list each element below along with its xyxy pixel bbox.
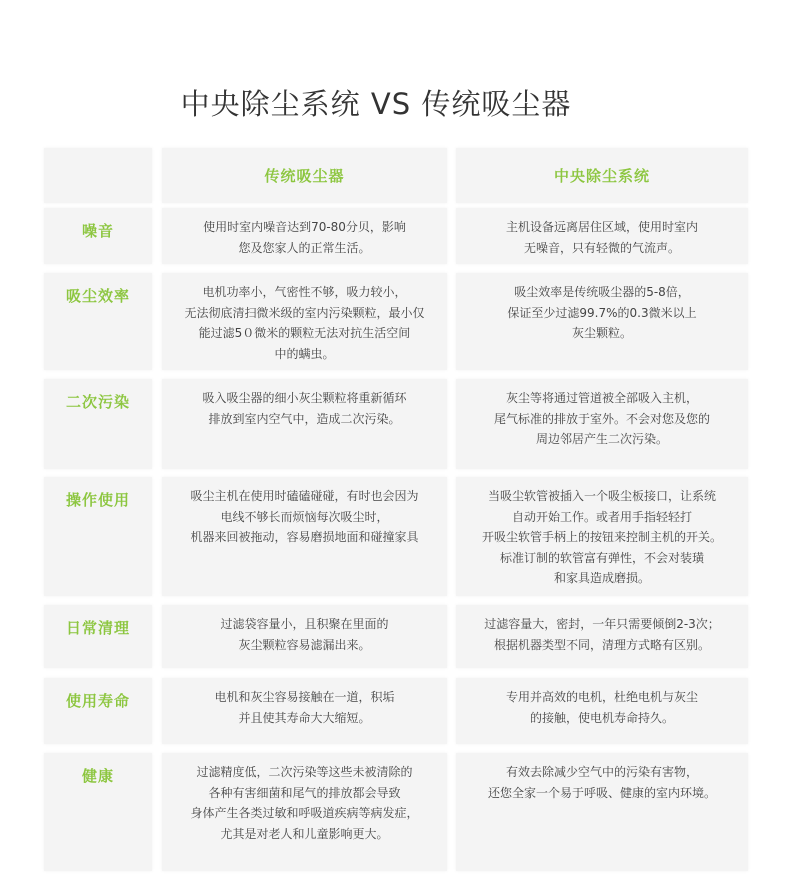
- text-line: 灰尘颗粒。: [571, 326, 632, 340]
- row-traditional-text: [162, 605, 447, 668]
- row-category: 健康: [44, 753, 152, 871]
- row-category: 日常清理: [44, 605, 152, 668]
- header-traditional: 传统吸尘器: [162, 148, 447, 203]
- text-line: 能过滤5０微米的颗粒无法对抗生活空间: [198, 326, 411, 340]
- text-line: 机器来回被拖动，容易磨损地面和碰撞家具: [190, 530, 419, 544]
- text-line: 主机设备远离居住区域，使用时室内: [505, 220, 698, 234]
- text-line: 专用并高效的电机，杜绝电机与灰尘: [505, 690, 698, 704]
- text-line: 吸入吸尘器的细小灰尘颗粒将重新循环: [202, 391, 407, 405]
- row-central-text: [456, 477, 748, 596]
- text-line: 过滤袋容量小，且积聚在里面的: [220, 617, 389, 631]
- text-line: 使用时室内噪音达到70-80分贝，影响: [203, 220, 406, 234]
- row-central-text: [456, 753, 748, 871]
- row-category: 噪音: [44, 208, 152, 264]
- row-central-text: [456, 678, 748, 744]
- row-central-text: [456, 273, 748, 370]
- row-category: 二次污染: [44, 379, 152, 469]
- text-line: 身体产生各类过敏和呼吸道疾病等病发症，: [190, 806, 419, 820]
- text-line: 尾气标准的排放于室外。不会对您及您的: [493, 411, 710, 426]
- text-line: 当吸尘软管被插入一个吸尘板接口，让系统: [487, 489, 716, 503]
- text-line: 并且使其寿命大大缩短。: [238, 710, 371, 725]
- row-central-text: [456, 208, 748, 264]
- header-corner-cell: [44, 148, 152, 203]
- text-line: 保证至少过滤99.7%的0.3微米以上: [507, 305, 697, 320]
- text-line: 您及您家人的正常生活。: [238, 240, 371, 255]
- text-line: 还您全家一个易于呼吸、健康的室内环境。: [487, 785, 716, 800]
- header-central: 中央除尘系统: [456, 148, 748, 203]
- text-line: 过滤精度低，二次污染等这些未被清除的: [196, 765, 413, 779]
- text-line: 吸尘效率是传统吸尘器的5-8倍，: [514, 285, 690, 299]
- row-traditional-text: [162, 477, 447, 596]
- text-line: 灰尘颗粒容易滤漏出来。: [238, 637, 371, 652]
- text-line: 周边邻居产生二次污染。: [535, 432, 668, 446]
- text-line: 根据机器类型不同，清理方式略有区别。: [493, 637, 710, 652]
- text-line: 灰尘等将通过管道被全部吸入主机，: [505, 391, 698, 405]
- row-category: 使用寿命: [44, 678, 152, 744]
- text-line: 有效去除减少空气中的污染有害物，: [505, 765, 698, 779]
- row-central-text: [456, 605, 748, 668]
- text-line: 的接触，使电机寿命持久。: [529, 710, 674, 725]
- text-line: 电线不够长而烦恼每次吸尘时，: [220, 509, 389, 524]
- text-line: 中的螨虫。: [274, 346, 335, 361]
- row-category: 操作使用: [44, 477, 152, 596]
- row-category: 吸尘效率: [44, 273, 152, 370]
- text-line: 电机和灰尘容易接触在一道，积垢: [214, 690, 395, 704]
- page-title: 中央除尘系统 VS 传统吸尘器: [180, 87, 572, 121]
- text-line: 无噪音，只有轻微的气流声。: [523, 240, 680, 255]
- text-line: 吸尘主机在使用时磕磕碰碰，有时也会因为: [190, 489, 419, 503]
- text-line: 无法彻底清扫微米级的室内污染颗粒，最小仅: [184, 305, 425, 320]
- text-line: 开吸尘软管手柄上的按钮来控制主机的开关。: [481, 530, 722, 544]
- text-line: 过滤容量大，密封，一年只需要倾倒2-3次；: [484, 617, 720, 631]
- text-line: 自动开始工作。或者用手指轻轻打: [511, 509, 692, 524]
- row-traditional-text: [162, 678, 447, 744]
- row-traditional-text: [162, 273, 447, 370]
- row-traditional-text: [162, 208, 447, 264]
- row-traditional-text: [162, 379, 447, 469]
- row-traditional-text: [162, 753, 447, 871]
- row-central-text: [456, 379, 748, 469]
- text-line: 各种有害细菌和尾气的排放都会导致: [208, 785, 401, 800]
- text-line: 尤其是对老人和儿童影响更大。: [220, 826, 389, 841]
- text-line: 电机功率小，气密性不够，吸力较小，: [202, 285, 407, 299]
- text-line: 排放到室内空气中，造成二次污染。: [208, 411, 401, 426]
- text-line: 标准订制的软管富有弹性，不会对装璜: [499, 550, 704, 565]
- text-line: 和家具造成磨损。: [553, 571, 650, 585]
